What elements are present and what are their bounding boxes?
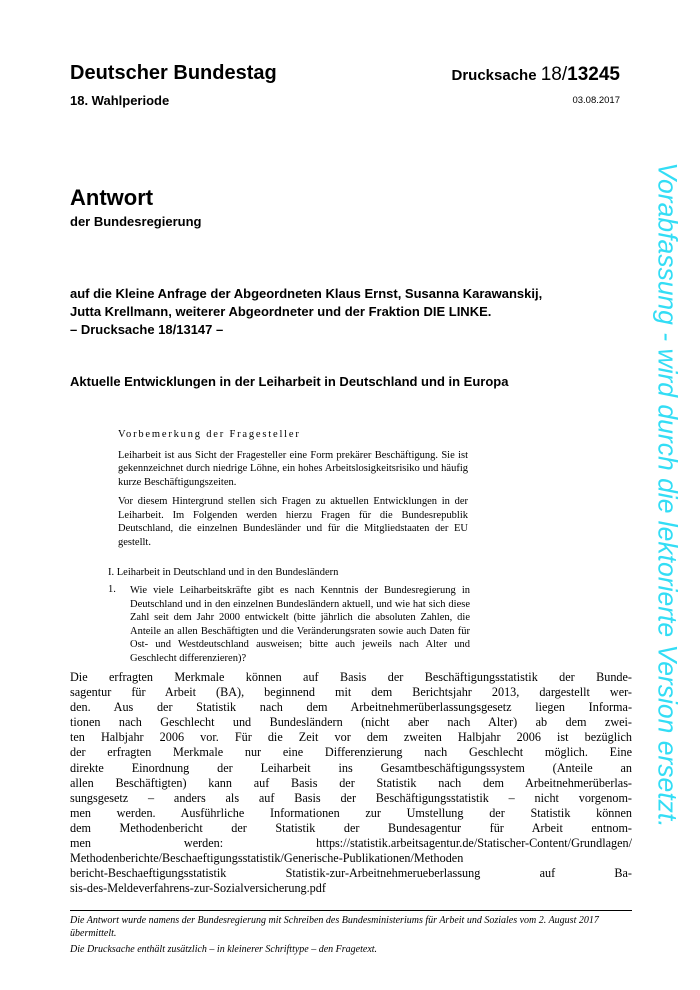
question-text: Wie viele Leiharbeitskräfte gibt es nach Kenntnis der Bundesregierung in Deutschland und in den einzelnen Bundesländern aktuell, und wie hat sich diese Zahl seit dem Jahr 2000 entwickelt (bitte jährlich die absoluten Zahlen, die Anteile an allen Beschäftigten und die Veränderungsraten sowie auch Daten für Ost- und Westdeutschland ausweisen; bitte auch jeweils nach Alter und Geschlecht differenzieren)? xyxy=(130,585,470,664)
preliminary-remark-heading: Vorbemerkung der Fragesteller xyxy=(118,429,301,440)
section-heading: I. Leiharbeit in Deutschland und in den Bundesländern xyxy=(108,567,339,578)
document-number-prefix: 18/ xyxy=(540,64,568,85)
document-number-value xyxy=(541,64,620,85)
answer-line: dem Methodenbericht der Statistik der Bundesagentur für Arbeit entnom- xyxy=(70,820,632,835)
answer-line: allen Beschäftigten) kann auf Basis der Statistik nach dem Arbeitnehmerüberlas- xyxy=(70,775,632,790)
footer-note: Die Antwort wurde namens der Bundesregierung mit Schreiben des Bundesministeriums für Arbeit und Soziales vom 2. August 2017 übermittelt. xyxy=(70,915,599,939)
question-number: 1. xyxy=(108,584,116,595)
answer-line: sagentur für Arbeit (BA), beginnend mit dem Berichtsjahr 2013, dargestellt wer- xyxy=(70,685,632,700)
document-subtitle: der Bundesregierung xyxy=(70,214,202,229)
footer-note: Die Drucksache enthält zusätzlich – in kleinerer Schrifttype – den Fragetext. xyxy=(70,944,378,955)
institution-name: Deutscher Bundestag xyxy=(70,62,277,84)
answer-text xyxy=(70,670,632,896)
answer-line: tionen nach Geschlecht und Bundesländern (nicht aber nach Alter) ab dem zwei- xyxy=(70,715,632,730)
preliminary-remark-paragraph: Vor diesem Hintergrund stellen sich Fragen zu aktuellen Entwicklungen in der Leiharbeit. Im Folgenden werden hierzu Fragen für die Bundesrepublik Deutschland, die einzelnen Bundesländer und für die Mitgliedstaaten der EU gestellt. xyxy=(118,496,468,548)
document-number xyxy=(452,64,621,86)
answer-line: direkte Einordnung der Leiharbeit ins Gesamtbeschäftigungssystem (Anteile an xyxy=(70,760,632,775)
inquiry-reference xyxy=(70,285,630,339)
answer-line: der erfragten Merkmale nur eine Differenzierung nach Geschlecht möglich. Eine xyxy=(70,745,632,760)
document-number-main: 13245 xyxy=(567,64,620,85)
answer-line: sungsgesetz – anders als auf Basis der Beschäftigungsstatistik – nicht vorgenom- xyxy=(70,790,632,805)
footer-divider xyxy=(70,910,632,911)
inquiry-line: auf die Kleine Anfrage der Abgeordneten Klaus Ernst, Susanna Karawanskij, xyxy=(70,286,543,301)
preliminary-remark xyxy=(118,428,468,555)
document-date: 03.08.2017 xyxy=(572,95,620,106)
answer-line[interactable]: sis-des-Meldeverfahrens-zur-Sozialversicherung.pdf xyxy=(70,881,326,896)
answer-line: men werden. Ausführliche Informationen zur Umstellung der Statistik können xyxy=(70,805,632,820)
draft-watermark: Vorabfassung - wird durch die lektorierte Version ersetzt. xyxy=(652,162,683,828)
answer-line: ten Halbjahr 2006 vor. Für die Zeit vor dem zweiten Halbjahr 2006 ist bezüglich xyxy=(70,730,632,745)
inquiry-line: – Drucksache 18/13147 – xyxy=(70,322,224,337)
answer-line[interactable]: Methodenberichte/Beschaeftigungsstatistik/Generische-Publikationen/Methoden xyxy=(70,851,464,866)
answer-line: Die erfragten Merkmale können auf Basis der Beschäftigungsstatistik der Bunde- xyxy=(70,670,632,684)
document-label: Drucksache xyxy=(451,67,537,84)
inquiry-line: Jutta Krellmann, weiterer Abgeordneter und der Fraktion DIE LINKE. xyxy=(70,304,492,319)
preliminary-remark-paragraph: Leiharbeit ist aus Sicht der Fragesteller eine Form prekärer Beschäftigung. Sie ist gekennzeichnet durch niedrige Löhne, ein hohes Arbeitslosigkeitsrisiko und häufig kurze Beschäftigungszeiten. xyxy=(118,449,468,488)
answer-line: den. Aus der Statistik nach dem Arbeitnehmerüberlassungsgesetz liegen Informa- xyxy=(70,700,632,715)
document-title: Antwort xyxy=(70,185,154,210)
election-period: 18. Wahlperiode xyxy=(70,93,170,108)
document-subject: Aktuelle Entwicklungen in der Leiharbeit in Deutschland und in Europa xyxy=(70,374,509,389)
answer-line[interactable]: men werden: https://statistik.arbeitsagentur.de/Statischer-Content/Grundlagen/ xyxy=(70,836,632,851)
answer-line[interactable]: bericht-Beschaeftigungsstatistik Statistik-zur-Arbeitnehmerueberlassung auf Ba- xyxy=(70,866,632,881)
